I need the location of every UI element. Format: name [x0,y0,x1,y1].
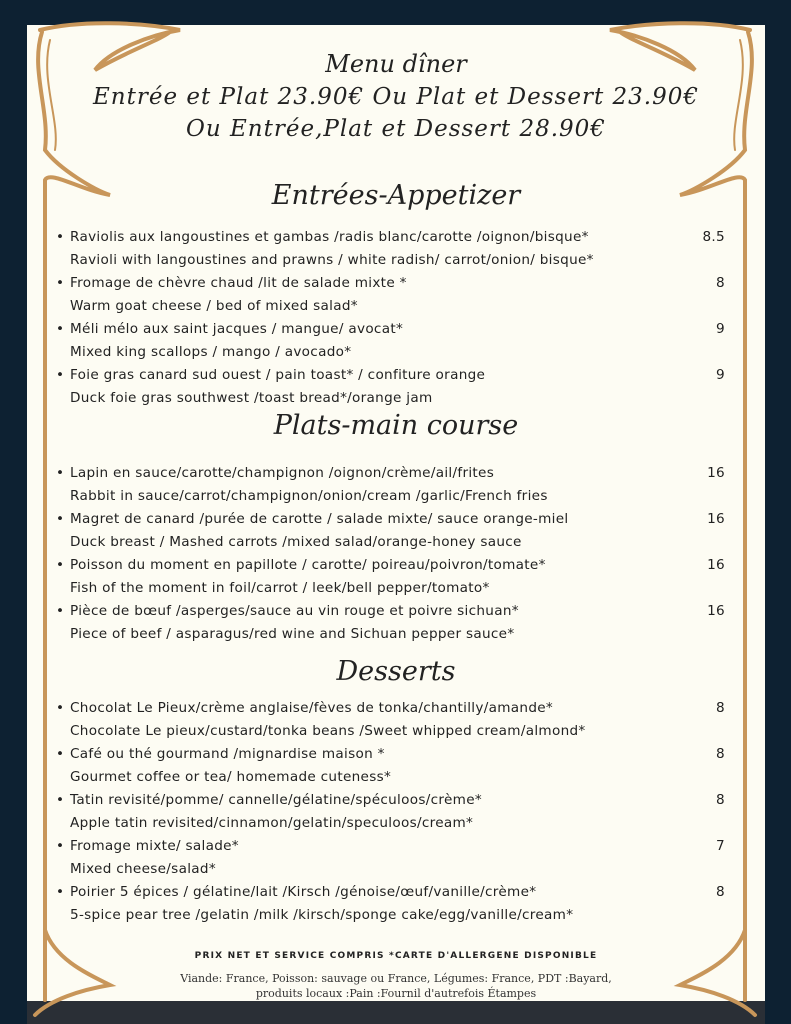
plats-list [70,462,725,646]
entrees-list [70,226,725,410]
dish-price: 9 [716,367,725,383]
section-title-plats: Plats-main course [273,410,519,441]
dish-name-fr: • Poirier 5 épices / gélatine/lait /Kirsch /génoise/œuf/vanille/crème* [70,881,536,904]
dish-name-fr: • Lapin en sauce/carotte/champignon /oignon/crème/ail/frites [70,462,494,485]
dish-price: 9 [716,321,725,337]
dish-name-fr: • Magret de canard /purée de carotte / salade mixte/ sauce orange-miel [70,508,568,531]
dish-name-fr: • Poisson du moment en papillote / carotte/ poireau/poivron/tomate* [70,554,546,577]
dish-name-en: Gourmet coffee or tea/ homemade cuteness* [70,769,392,785]
dish-price: 8 [716,746,725,762]
dish-price: 16 [707,557,725,573]
dish-name-fr: • Café ou thé gourmand /mignardise maison * [70,743,385,766]
origin-notice [27,971,765,1001]
menu-item [70,554,725,600]
dish-row [70,508,725,531]
dish-price: 16 [707,465,725,481]
menu-item [70,462,725,508]
section-title-entrees: Entrées-Appetizer [271,180,521,211]
section-title-desserts: Desserts [336,656,456,687]
dish-price: 8 [716,884,725,900]
dish-row [70,881,725,904]
menu-item [70,600,725,646]
origin-line-1: Viande: France, Poisson: sauvage ou France, Légumes: France, PDT :Bayard, [180,972,612,985]
dish-name-fr: • Fromage de chèvre chaud /lit de salade mixte * [70,272,407,295]
dish-price: 8 [716,792,725,808]
dish-name-en: Apple tatin revisited/cinnamon/gelatin/speculoos/cream* [70,815,474,831]
formula-prices-line2: Ou Entrée,Plat et Dessert 28.90€ [186,116,606,142]
dish-price: 8 [716,275,725,291]
dish-price: 16 [707,603,725,619]
dish-row [70,318,725,341]
dish-row [70,462,725,485]
dish-row [70,554,725,577]
dish-name-fr: • Pièce de bœuf /asperges/sauce au vin rouge et poivre sichuan* [70,600,519,623]
dish-name-en: Duck breast / Mashed carrots /mixed salad/orange-honey sauce [70,534,522,550]
dish-price: 7 [716,838,725,854]
dish-row [70,743,725,766]
dish-row [70,364,725,387]
dish-row [70,600,725,623]
dish-name-en: Mixed cheese/salad* [70,861,216,877]
dish-name-en: Rabbit in sauce/carrot/champignon/onion/cream /garlic/French fries [70,488,548,504]
dish-row [70,789,725,812]
dish-name-en: Warm goat cheese / bed of mixed salad* [70,298,358,314]
dish-name-en: Ravioli with langoustines and prawns / white radish/ carrot/onion/ bisque* [70,252,594,268]
menu-item [70,226,725,272]
dish-price: 8 [716,700,725,716]
desserts-list [70,697,725,927]
dish-name-en: Mixed king scallops / mango / avocado* [70,344,352,360]
menu-item [70,835,725,881]
dish-row [70,835,725,858]
dish-name-fr: • Fromage mixte/ salade* [70,835,239,858]
dish-name-en: Piece of beef / asparagus/red wine and Sichuan pepper sauce* [70,626,515,642]
origin-line-2: produits locaux :Pain :Fournil d'autrefois Étampes [255,987,537,1000]
dish-name-en: Chocolate Le pieux/custard/tonka beans /Sweet whipped cream/almond* [70,723,586,739]
price-service-notice: PRIX NET ET SERVICE COMPRIS *CARTE D'ALLERGENE DISPONIBLE [194,951,598,961]
menu-item [70,508,725,554]
dish-name-en: Duck foie gras southwest /toast bread*/orange jam [70,390,433,406]
menu-item [70,881,725,927]
menu-item [70,364,725,410]
dish-row [70,272,725,295]
dish-price: 16 [707,511,725,527]
dish-name-fr: • Méli mélo aux saint jacques / mangue/ avocat* [70,318,403,341]
menu-item [70,789,725,835]
menu-title: Menu dîner [325,50,467,78]
menu-item [70,272,725,318]
dish-name-fr: • Raviolis aux langoustines et gambas /radis blanc/carotte /oignon/bisque* [70,226,589,249]
menu-item [70,318,725,364]
dish-name-en: 5-spice pear tree /gelatin /milk /kirsch/sponge cake/egg/vanille/cream* [70,907,574,923]
bottom-strip [27,1001,765,1024]
formula-prices-line1: Entrée et Plat 23.90€ Ou Plat et Dessert 23.90€ [93,84,699,110]
dish-row [70,226,725,249]
menu-item [70,743,725,789]
dish-name-en: Fish of the moment in foil/carrot / leek/bell pepper/tomato* [70,580,490,596]
dish-name-fr: • Chocolat Le Pieux/crème anglaise/fèves de tonka/chantilly/amande* [70,697,553,720]
dish-price: 8.5 [702,229,725,245]
menu-item [70,697,725,743]
dish-name-fr: • Tatin revisité/pomme/ cannelle/gélatine/spéculoos/crème* [70,789,482,812]
dish-name-fr: • Foie gras canard sud ouest / pain toast* / confiture orange [70,364,485,387]
dish-row [70,697,725,720]
